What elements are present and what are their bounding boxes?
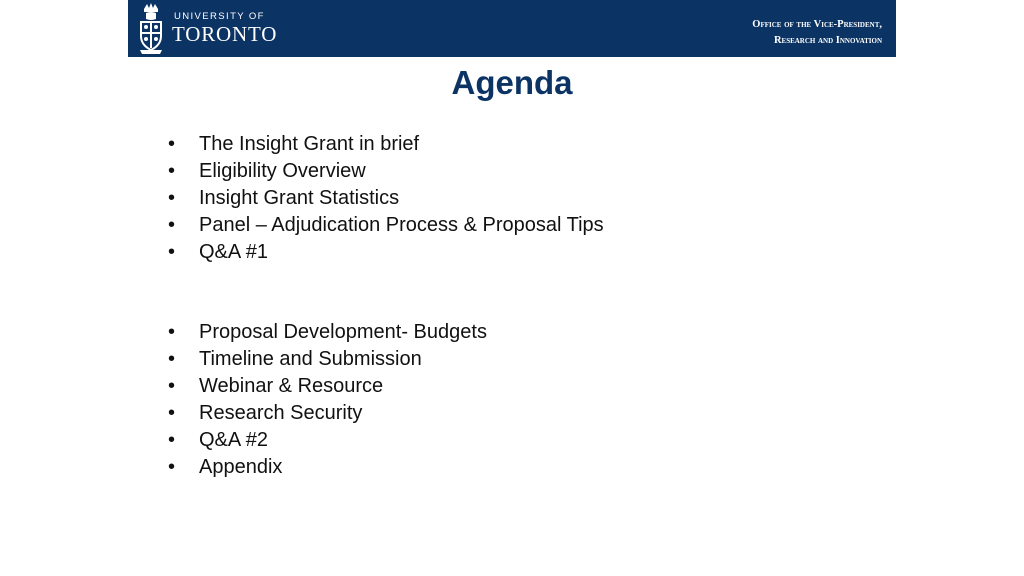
agenda-item: • Proposal Development- Budgets <box>168 319 487 346</box>
agenda-item: • Research Security <box>168 400 487 427</box>
agenda-item: • Timeline and Submission <box>168 346 487 373</box>
agenda-list-part-2 <box>168 319 487 481</box>
agenda-item: • Q&A #2 <box>168 427 487 454</box>
agenda-list-part-1 <box>168 131 604 266</box>
agenda-item: • The Insight Grant in brief <box>168 131 604 158</box>
office-line-2: Research and Innovation <box>773 35 882 46</box>
coat-of-arms-icon <box>138 3 164 55</box>
university-logo <box>138 0 277 57</box>
wordmark-top: UNIVERSITY OF <box>174 10 265 22</box>
header-banner <box>128 0 896 57</box>
agenda-item: • Eligibility Overview <box>168 158 604 185</box>
slide-title: Agenda <box>451 64 573 101</box>
agenda-item: • Appendix <box>168 454 487 481</box>
agenda-item: • Insight Grant Statistics <box>168 185 604 212</box>
wordmark-bottom: TORONTO <box>172 22 278 47</box>
office-line-1: Office of the Vice-President, <box>752 19 882 30</box>
office-label <box>752 17 882 49</box>
university-wordmark <box>172 12 277 46</box>
agenda-item: • Q&A #1 <box>168 239 604 266</box>
agenda-item: • Webinar & Resource <box>168 373 487 400</box>
agenda-item: • Panel – Adjudication Process & Proposal Tips <box>168 212 604 239</box>
